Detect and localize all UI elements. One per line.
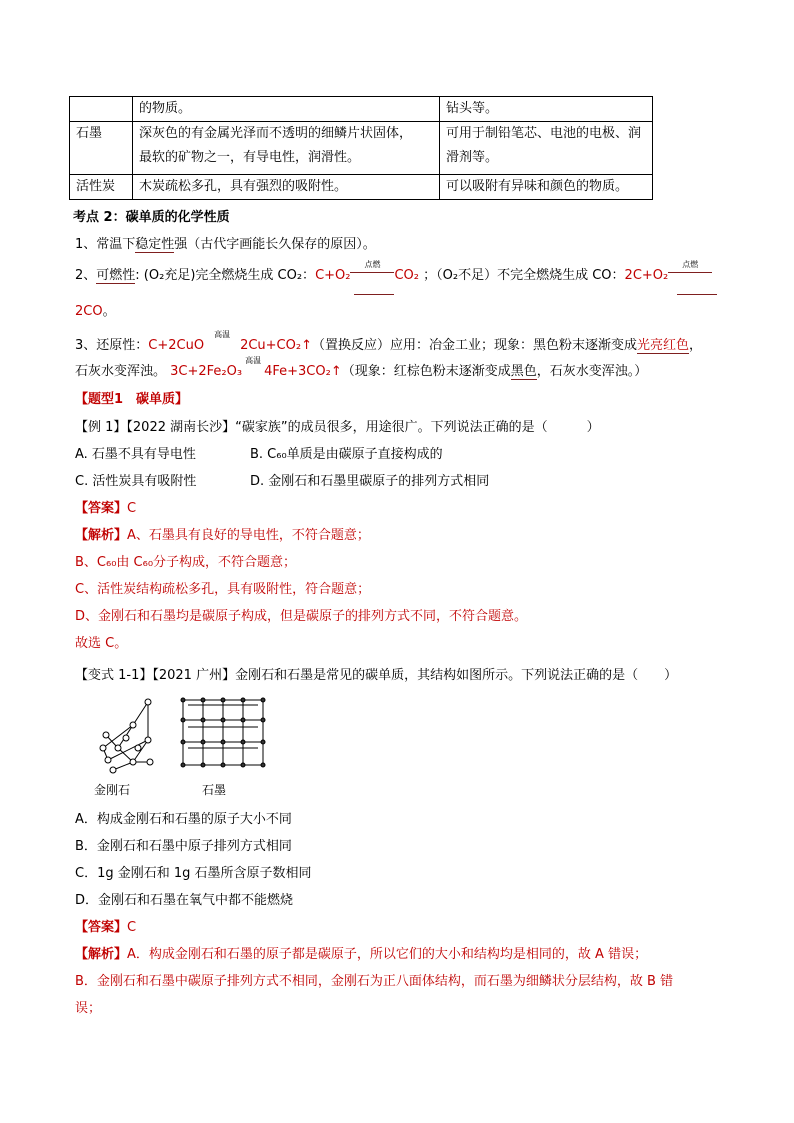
condition-bar xyxy=(350,272,394,273)
underlined-term: 稳定性 xyxy=(135,237,175,252)
table-cell-line: 最软的矿物之一，有导电性，润滑性。 xyxy=(139,150,361,165)
answer-label: 【答案】 xyxy=(75,920,128,935)
property-reduction xyxy=(75,330,703,353)
equation-left: C+O₂ xyxy=(315,268,351,283)
table-cell-use: 可以吸附有异味和颜色的物质。 xyxy=(440,175,653,200)
text: ，石灰水变浑浊。） xyxy=(536,364,648,379)
option-d: D. 金刚石和石墨里碳原子的排列方式相同 xyxy=(250,474,490,489)
equation-right: 2Cu+CO₂↑ xyxy=(240,338,312,353)
figure-label-diamond: 金刚石 xyxy=(94,783,131,797)
option-a: A．构成金刚石和石墨的原子大小不同 xyxy=(75,812,292,827)
diamond-structure-diagram xyxy=(100,699,153,773)
text: （置换反应）应用：冶金工业；现象：黑色粉末逐渐变成 xyxy=(311,338,637,353)
text: 3、还原性： xyxy=(75,338,149,353)
property-combustion xyxy=(75,260,712,283)
option-c: C．1g 金刚石和 1g 石墨所含原子数相同 xyxy=(75,866,312,881)
question-type-heading: 【题型1 碳单质】 xyxy=(75,392,189,407)
example-question: 【例 1】【2022 湖南长沙】“碳家族”的成员很多，用途很广。下列说法正确的是（ ） xyxy=(75,420,600,435)
figure-label-graphite: 石墨 xyxy=(202,783,227,797)
option-c: C. 活性炭具有吸附性 xyxy=(75,474,197,489)
table-cell-name xyxy=(70,97,133,122)
condition-label: 高温 xyxy=(245,356,262,365)
underlined-term: 光亮红色 xyxy=(637,338,690,353)
property-stability xyxy=(75,233,376,252)
table-row xyxy=(70,122,653,175)
analysis-line xyxy=(75,943,647,962)
table-row xyxy=(70,97,653,122)
text: ， xyxy=(689,338,703,353)
answer-value: C xyxy=(127,501,137,516)
option-d: D．金刚石和石墨在氧气中都不能燃烧 xyxy=(75,893,294,908)
text: 1、常温下 xyxy=(75,237,136,252)
graphite-structure-diagram xyxy=(181,698,265,767)
text: 2、 xyxy=(75,268,97,283)
answer xyxy=(75,497,136,516)
option-a: A. 石墨不具有导电性 xyxy=(75,447,196,462)
option-b: B．金刚石和石墨中原子排列方式相同 xyxy=(75,839,292,854)
property-combustion-cont xyxy=(75,300,116,319)
table-cell-desc: 木炭疏松多孔，具有强烈的吸附性。 xyxy=(133,175,440,200)
table-cell-name: 活性炭 xyxy=(70,175,133,200)
reaction-condition xyxy=(242,356,264,374)
analysis-label: 【解析】 xyxy=(75,947,128,962)
table-cell-line: 滑剂等。 xyxy=(446,150,499,165)
table-cell-desc: 的物质。 xyxy=(133,97,440,122)
reaction-condition xyxy=(204,330,240,348)
analysis-line xyxy=(75,524,370,543)
underlined-term: 可燃性 xyxy=(96,268,136,283)
condition-bar xyxy=(668,272,712,273)
text: : (O₂充足)完全燃烧生成 CO₂： xyxy=(135,268,316,283)
property-reduction-line2 xyxy=(75,356,648,379)
text: 。 xyxy=(102,304,116,319)
analysis-line: B、C₆₀由 C₆₀分子构成，不符合题意； xyxy=(75,555,297,570)
condition-label: 高温 xyxy=(214,330,231,339)
analysis-line: 故选 C。 xyxy=(75,636,128,651)
section-title: 考点 2：碳单质的化学性质 xyxy=(73,210,230,225)
text: 石灰水变浑浊。 xyxy=(75,364,167,379)
condition-label: 点燃 xyxy=(364,260,381,269)
answer-label: 【答案】 xyxy=(75,501,128,516)
condition-label: 点燃 xyxy=(682,260,699,269)
table-cell-name: 石墨 xyxy=(70,122,133,175)
reaction-condition xyxy=(350,260,394,278)
table-cell-use xyxy=(440,122,653,175)
property-table xyxy=(69,96,653,200)
analysis-label: 【解析】 xyxy=(75,528,128,543)
equation-left: 2C+O₂ xyxy=(624,268,669,283)
equation-blank-line xyxy=(677,294,717,295)
text: （现象：红棕色粉末逐渐变成 xyxy=(341,364,511,379)
reaction-condition xyxy=(668,260,712,278)
option-b: B. C₆₀单质是由碳原子直接构成的 xyxy=(250,447,443,462)
text: 强（古代字画能长久保存的原因）。 xyxy=(174,237,376,252)
equation-right: CO₂ xyxy=(394,268,420,283)
equation-left: 3C+2Fe₂O₃ xyxy=(170,364,243,379)
analysis-line: C、活性炭结构疏松多孔，具有吸附性，符合题意； xyxy=(75,582,371,597)
analysis-line: 误； xyxy=(75,1001,102,1016)
equation-right: 4Fe+3CO₂↑ xyxy=(264,364,342,379)
analysis-line: D、金刚石和石墨均是碳原子构成，但是碳原子的排列方式不同，不符合题意。 xyxy=(75,609,528,624)
analysis-line: B．金刚石和石墨中碳原子排列方式不相同，金刚石为正八面体结构，而石墨为细鳞状分层结构，故 B 错 xyxy=(75,974,674,989)
answer xyxy=(75,916,136,935)
analysis-text: A．构成金刚石和石墨的原子都是碳原子，所以它们的大小和结构均是相同的，故 A 错误； xyxy=(127,947,648,962)
table-cell-use: 钻头等。 xyxy=(440,97,653,122)
table-cell-line: 深灰色的有金属光泽而不透明的细鳞片状固体， xyxy=(139,126,413,141)
table-cell-line: 可用于制铅笔芯、电池的电极、润 xyxy=(446,126,642,141)
underlined-term: 黑色 xyxy=(510,364,537,379)
table-cell-desc xyxy=(133,122,440,175)
answer-value: C xyxy=(127,920,137,935)
variant-question: 【变式 1-1】【2021 广州】金刚石和石墨是常见的碳单质，其结构如图所示。下列说法正确的是（ ） xyxy=(75,668,678,683)
equation-right: 2CO xyxy=(75,304,103,319)
equation-left: C+2CuO xyxy=(148,338,205,353)
table-row xyxy=(70,175,653,200)
analysis-text: A、石墨具有良好的导电性，不符合题意； xyxy=(127,528,370,543)
text: ；（O₂不足）不完全燃烧生成 CO： xyxy=(423,268,625,283)
equation-blank-line xyxy=(354,294,394,295)
